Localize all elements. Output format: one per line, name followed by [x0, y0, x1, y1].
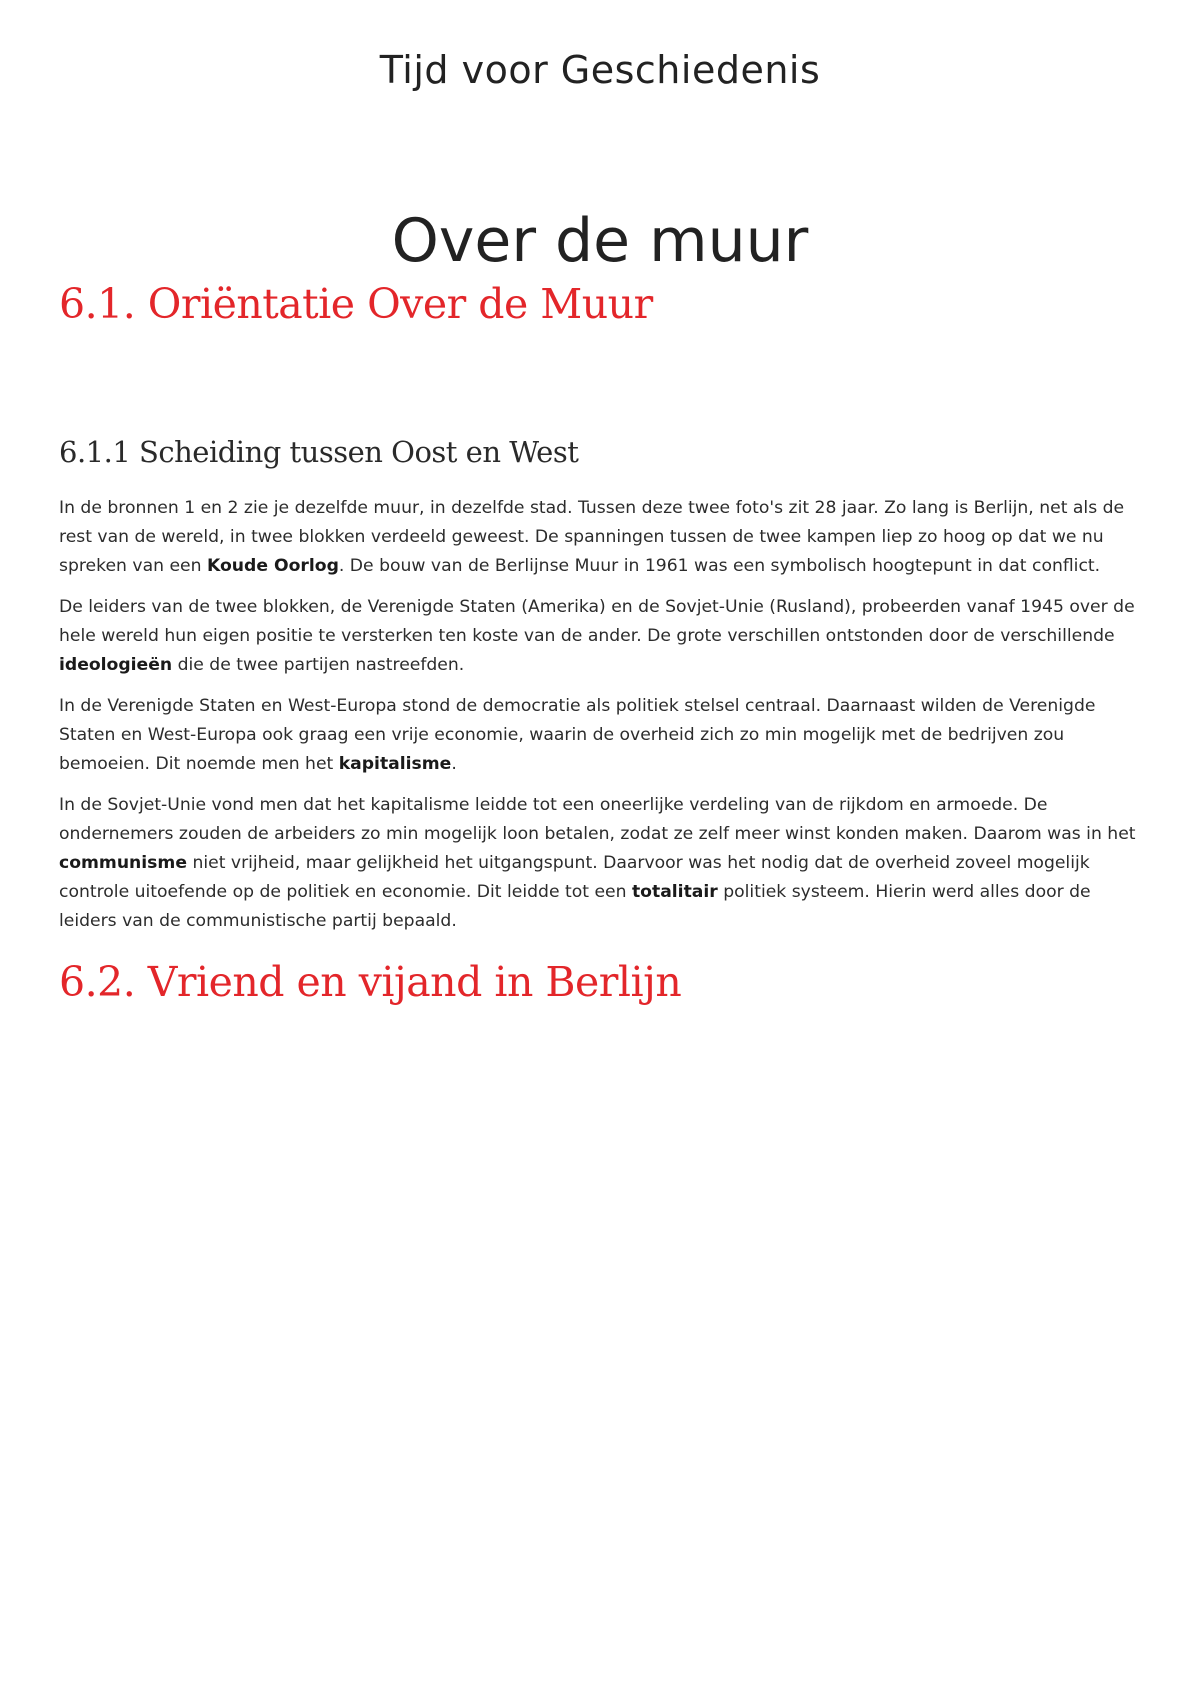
key-term: Koude Oorlog: [206, 556, 339, 576]
paragraph-3: [59, 692, 1144, 779]
paragraph-text: In de Verenigde Staten en West-Europa stond de democratie als politiek stelsel centraal. Daarnaast wilden de Verenigde Staten en West-Europa ook graag een vrije economie, waarin de overheid zich zo min mogelijk met de bedrijven zou bemoeien. Dit noemde men het: [59, 696, 1096, 774]
paragraph-text: De leiders van de twee blokken, de Verenigde Staten (Amerika) en de Sovjet-Unie (Rusland), probeerden vanaf 1945 over de hele wereld hun eigen positie te versterken ten koste van de ander. De grote verschillen ontstonden door de verschillende: [59, 597, 1135, 646]
paragraph-text: In de bronnen 1 en 2 zie je dezelfde muur, in dezelfde stad. Tussen deze twee foto's zit 28 jaar. Zo lang is Berlijn, net als de rest van de wereld, in twee blokken verdeeld geweest. De spanningen tussen de twee kampen liep zo hoog op dat we nu spreken van een: [59, 498, 1125, 576]
paragraph-text: die de twee partijen nastreefden.: [172, 655, 465, 675]
paragraph-1: [59, 494, 1144, 581]
chapter-title: Over de muur: [391, 206, 809, 276]
document-content: [59, 276, 1144, 1010]
section-heading-6-2: 6.2. Vriend en vijand in Berlijn: [59, 958, 682, 1006]
paragraph-text: . De bouw van de Berlijnse Muur in 1961 was een symbolisch hoogtepunt in dat conflict.: [338, 556, 1101, 576]
paragraph-text: In de Sovjet-Unie vond men dat het kapitalisme leidde tot een oneerlijke verdeling van de rijkdom en armoede. De ondernemers zouden de arbeiders zo min mogelijk loon betalen, zodat ze zelf meer winst konden maken. Daarom was in het: [59, 795, 1136, 844]
subsection-heading-6-1-1: 6.1.1 Scheiding tussen Oost en West: [59, 435, 579, 469]
paragraph-2: [59, 593, 1144, 680]
book-title: Tijd voor Geschiedenis: [379, 48, 821, 92]
key-term: ideologieën: [59, 655, 173, 675]
paragraph-text: .: [451, 754, 457, 774]
key-term: communisme: [59, 853, 187, 873]
paragraph-text: niet vrijheid, maar gelijkheid het uitgangspunt. Daarvoor was het nodig dat de overheid zoveel mogelijk controle uitoefende op de politiek en economie. Dit leidde tot een: [59, 853, 1090, 902]
paragraph-4: [59, 791, 1144, 936]
section-heading-6-1: 6.1. Oriëntatie Over de Muur: [59, 280, 653, 328]
key-term: totalitair: [631, 882, 718, 902]
key-term: kapitalisme: [338, 754, 452, 774]
paragraph-text: politiek systeem. Hierin werd alles door de leiders van de communistische partij bepaald.: [59, 882, 1091, 931]
